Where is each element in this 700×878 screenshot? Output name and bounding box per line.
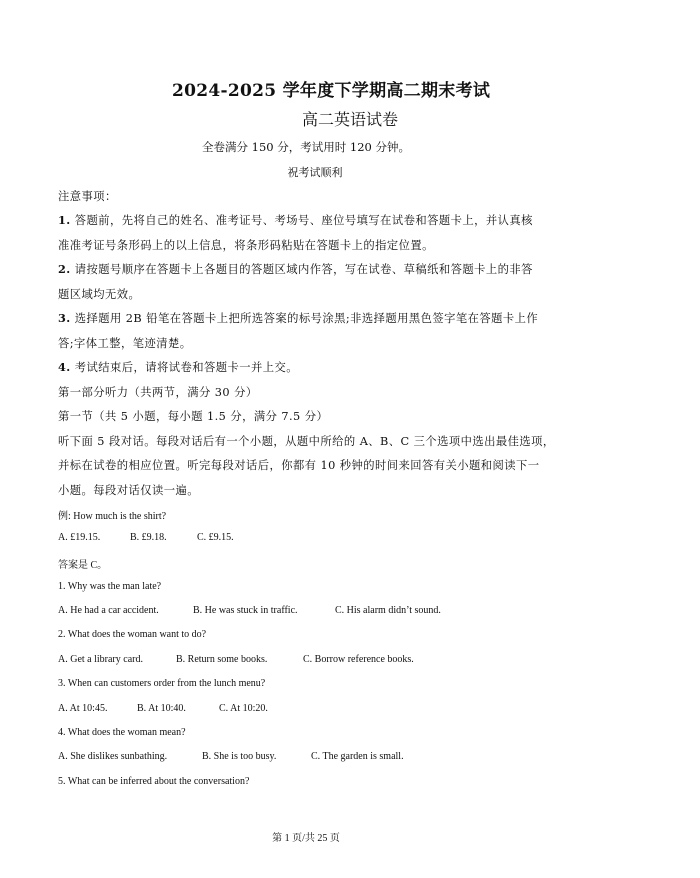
question-1: 1. Why was the man late? (58, 581, 162, 592)
question-5: 5. What can be inferred about the conversation? (58, 776, 250, 787)
question-4: 4. What does the woman mean? (58, 727, 186, 738)
exam-meta: 全卷满分 150 分，考试用时 120 分钟。 (201, 140, 411, 154)
part1-heading: 第一部分听力（共两节，满分 30 分） (58, 386, 258, 399)
note-3-number: 3. (58, 311, 71, 325)
question-2-option-b: B. Return some books. (176, 654, 268, 665)
example-option-c: C. £9.15. (197, 532, 234, 543)
note-4-number: 4. (58, 360, 71, 374)
note-2-line-2: 题区域均无效。 (58, 288, 141, 301)
instructions-line-3: 小题。每段对话仅读一遍。 (58, 484, 199, 497)
example-answer: 答案是 C。 (58, 560, 108, 571)
note-3-line-1 (58, 310, 538, 326)
instructions-line-2: 并标在试卷的相应位置。听完每段对话后，你都有 10 秒钟的时间来回答有关小题和阅读下一 (58, 459, 540, 472)
paper-title: 高二英语试卷 (301, 110, 398, 129)
question-1-option-b: B. He was stuck in traffic. (193, 605, 298, 616)
question-3: 3. When can customers order from the lunch menu? (58, 678, 266, 689)
question-1-option-a: A. He had a car accident. (58, 605, 159, 616)
question-4-option-c: C. The garden is small. (311, 751, 404, 762)
question-2-option-c: C. Borrow reference books. (303, 654, 414, 665)
page-footer: 第 1 页/共 25 页 (272, 833, 340, 844)
note-4-text: 考试结束后，请将试卷和答题卡一并上交。 (74, 361, 298, 374)
question-2: 2. What does the woman want to do? (58, 629, 207, 640)
exam-title: 2024-2025 学年度下学期高二期末考试 (172, 81, 491, 101)
section1-heading: 第一节（共 5 小题，每小题 1.5 分，满分 7.5 分） (58, 410, 329, 423)
note-1-line-2: 准准考证号条形码上的以上信息，将条形码粘贴在答题卡上的指定位置。 (58, 239, 434, 252)
note-1-text: 答题前，先将自己的姓名、准考证号、考场号、座位号填写在试卷和答题卡上，并认真核 (74, 214, 533, 227)
question-3-option-c: C. At 10:20. (219, 703, 268, 714)
instructions-line-1: 听下面 5 段对话。每段对话后有一个小题，从题中所给的 A、B、C 三个选项中选出最佳选项， (58, 435, 555, 448)
notes-heading: 注意事项： (58, 190, 117, 203)
note-2-number: 2. (58, 262, 71, 276)
note-3-line-2: 答;字体工整，笔迹清楚。 (58, 337, 192, 350)
question-4-option-a: A. She dislikes sunbathing. (58, 751, 168, 762)
note-4-line-1 (58, 359, 298, 375)
question-2-option-a: A. Get a library card. (58, 654, 143, 665)
question-3-option-a: A. At 10:45. (58, 703, 108, 714)
note-3-text: 选择题用 2B 铅笔在答题卡上把所选答案的标号涂黑;非选择题用黑色签字笔在答题卡上作 (74, 312, 539, 325)
example-option-b: B. £9.18. (130, 532, 167, 543)
note-2-text: 请按题号顺序在答题卡上各题目的答题区域内作答，写在试卷、草稿纸和答题卡上的非答 (74, 263, 533, 276)
question-4-option-b: B. She is too busy. (202, 751, 277, 762)
exam-wish: 祝考试顺利 (287, 166, 343, 179)
example-question: 例: How much is the shirt? (58, 511, 167, 522)
example-option-a: A. £19.15. (58, 532, 101, 543)
question-1-option-c: C. His alarm didn’t sound. (335, 605, 441, 616)
note-1-number: 1. (58, 213, 71, 227)
note-1-line-1 (58, 212, 533, 228)
note-2-line-1 (58, 261, 533, 277)
question-3-option-b: B. At 10:40. (137, 703, 186, 714)
